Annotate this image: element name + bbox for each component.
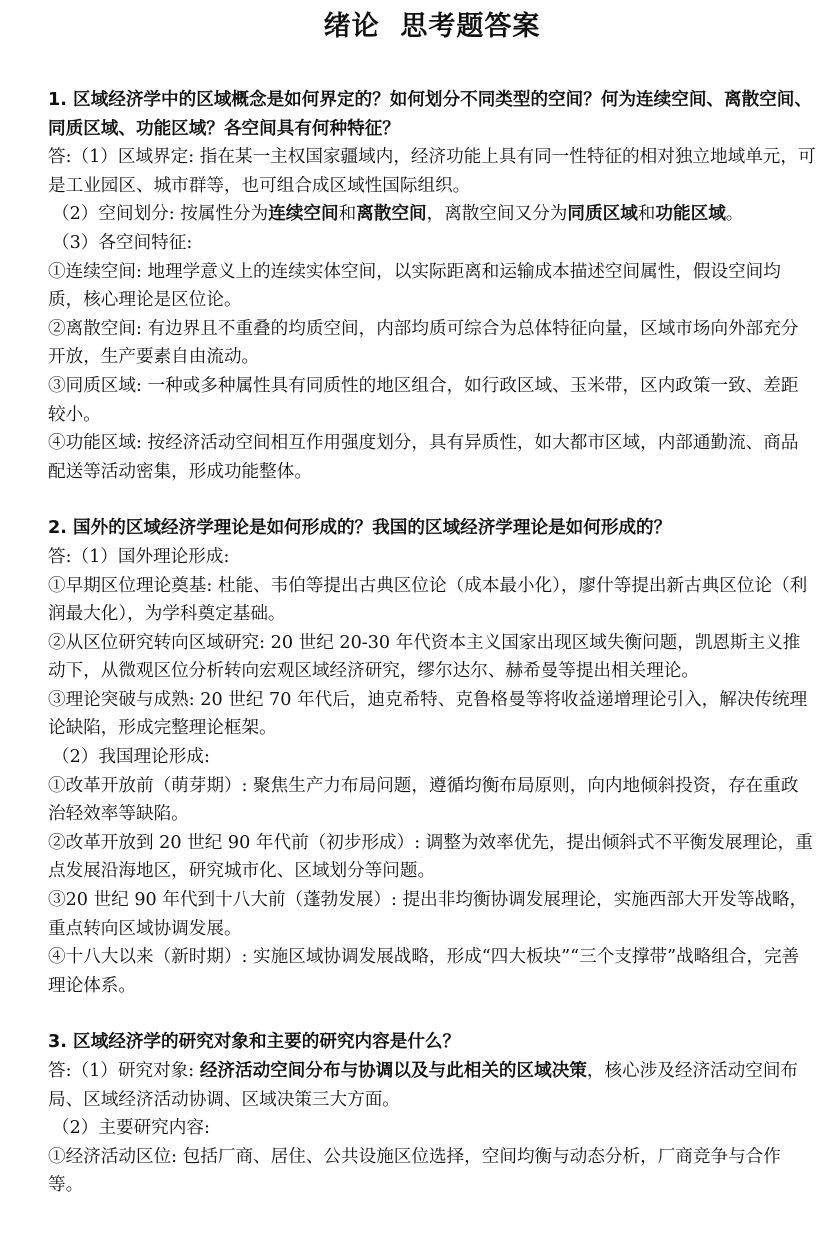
q2-foreign-breakthrough: ③理论突破与成熟: 20 世纪 70 年代后，迪克希特、克鲁格曼等将收益递增理论引入，解决传统理论缺陷，形成完整理论框架。 xyxy=(48,689,808,739)
q3-object-emphasis: 经济活动空间分布与协调以及与此相关的区域决策 xyxy=(199,1061,587,1081)
q2-china-new-era: ④十八大以来（新时期）: 实施区域协调发展战略，形成“四大板块”“三个支撑带”战略组合，完善理论体系。 xyxy=(48,947,800,996)
q2-china-pre-reform: ①改革开放前（萌芽期）: 聚焦生产力布局问题，遵循均衡布局原则，向内地倾斜投资，存在重政治轻效率等缺陷。 xyxy=(48,775,799,825)
q1-feature-homogeneous: ③同质区域: 一种或多种属性具有同质性的地区组合，如行政区域、玉米带，区内政策一致、差距较小。 xyxy=(48,375,799,425)
q1-term-homogeneous-region: 同质区域 xyxy=(567,204,638,225)
q2-foreign-shift-to-regional: ②从区位研究转向区域研究: 20 世纪 20-30 年代资本主义国家出现区域失衡问题，凯恩斯主义推动下，从微观区位分析转向宏观区域经济研究，缪尔达尔、赫希曼等提出相关理论。 xyxy=(48,632,801,682)
q1-feature-continuous: ①连续空间: 地理学意义上的连续实体空间，以实际距离和运输成本描述空间属性，假设空间均质，核心理论是区位论。 xyxy=(48,261,781,311)
q3-answer-content-heading: （2）主要研究内容: xyxy=(52,1118,210,1139)
q1-answer-definition: 答:（1）区域界定: 指在某一主权国家疆域内，经济功能上具有同一性特征的相对独立地域单元，可是工业园区、城市群等，也可组合成区域性国际组织。 xyxy=(48,147,816,196)
q1-feature-discrete: ②离散空间: 有边界且不重叠的均质空间，内部均质可综合为总体特征向量，区域市场向外部充分开放，生产要素自由流动。 xyxy=(48,318,799,368)
q2-china-initial-formation: ②改革开放到 20 世纪 90 年代前（初步形成）: 调整为效率优先，提出倾斜式不平衡发展理论，重点发展沿海地区，研究城市化、区域划分等问题。 xyxy=(48,832,813,882)
q1-term-continuous-space: 连续空间 xyxy=(268,204,339,225)
q3-answer-research-object xyxy=(48,1057,816,1114)
q2-china-vigorous-development: ③20 世纪 90 年代到十八大前（蓬勃发展）: 提出非均衡协调发展理论，实施西部大开发等战略，重点转向区域协调发展。 xyxy=(48,890,808,939)
q1-division-text-5: 。 xyxy=(725,204,744,225)
q1-division-text-3: ，离散空间又分为 xyxy=(426,204,568,225)
question-3-section xyxy=(48,1028,816,1200)
q1-answer-features-heading: （3）各空间特征: xyxy=(52,232,193,253)
question-2-heading: 2. 国外的区域经济学理论是如何形成的？我国的区域经济学理论是如何形成的？ xyxy=(48,518,672,539)
q1-feature-functional: ④功能区域: 按经济活动空间相互作用强度划分，具有异质性，如大都市区域，内部通勤流、商品配送等活动密集，形成功能整体。 xyxy=(48,433,799,482)
question-1-heading: 1. 区域经济学中的区域概念是如何界定的？如何划分不同类型的空间？何为连续空间、离散空间、同质区域、功能区域？各空间具有何种特征？ xyxy=(48,90,812,139)
question-2-section xyxy=(48,514,816,1000)
question-3-heading: 3. 区域经济学的研究对象和主要的研究内容是什么？ xyxy=(48,1032,461,1053)
q1-answer-division xyxy=(48,200,816,229)
question-1-section xyxy=(48,86,816,486)
q1-division-text-4: 和 xyxy=(637,204,656,225)
q3-content-location: ①经济活动区位: 包括厂商、居住、公共设施区位选择，空间均衡与动态分析，厂商竞争与合作等。 xyxy=(48,1146,781,1196)
q2-answer-china-heading: （2）我国理论形成: xyxy=(52,747,210,768)
q3-object-text-2: ，核心涉及经济活动空间布局、区域经济活动协调、区域决策三大方面。 xyxy=(48,1061,799,1110)
q1-term-functional-region: 功能区域 xyxy=(655,204,726,225)
q3-object-text-1: 答:（1）研究对象: xyxy=(48,1061,200,1081)
q1-division-text-2: 和 xyxy=(338,204,357,225)
q1-term-discrete-space: 离散空间 xyxy=(356,204,427,225)
q2-foreign-early-location: ①早期区位理论奠基: 杜能、韦伯等提出古典区位论（成本最小化），廖什等提出新古典区位论（利润最大化），为学科奠定基础。 xyxy=(48,575,808,625)
q2-answer-foreign-heading: 答:（1）国外理论形成: xyxy=(48,546,230,567)
q1-division-text-1: （2）空间划分: 按属性分为 xyxy=(52,204,269,225)
page-title: 绪论 思考题答案 xyxy=(323,11,541,42)
